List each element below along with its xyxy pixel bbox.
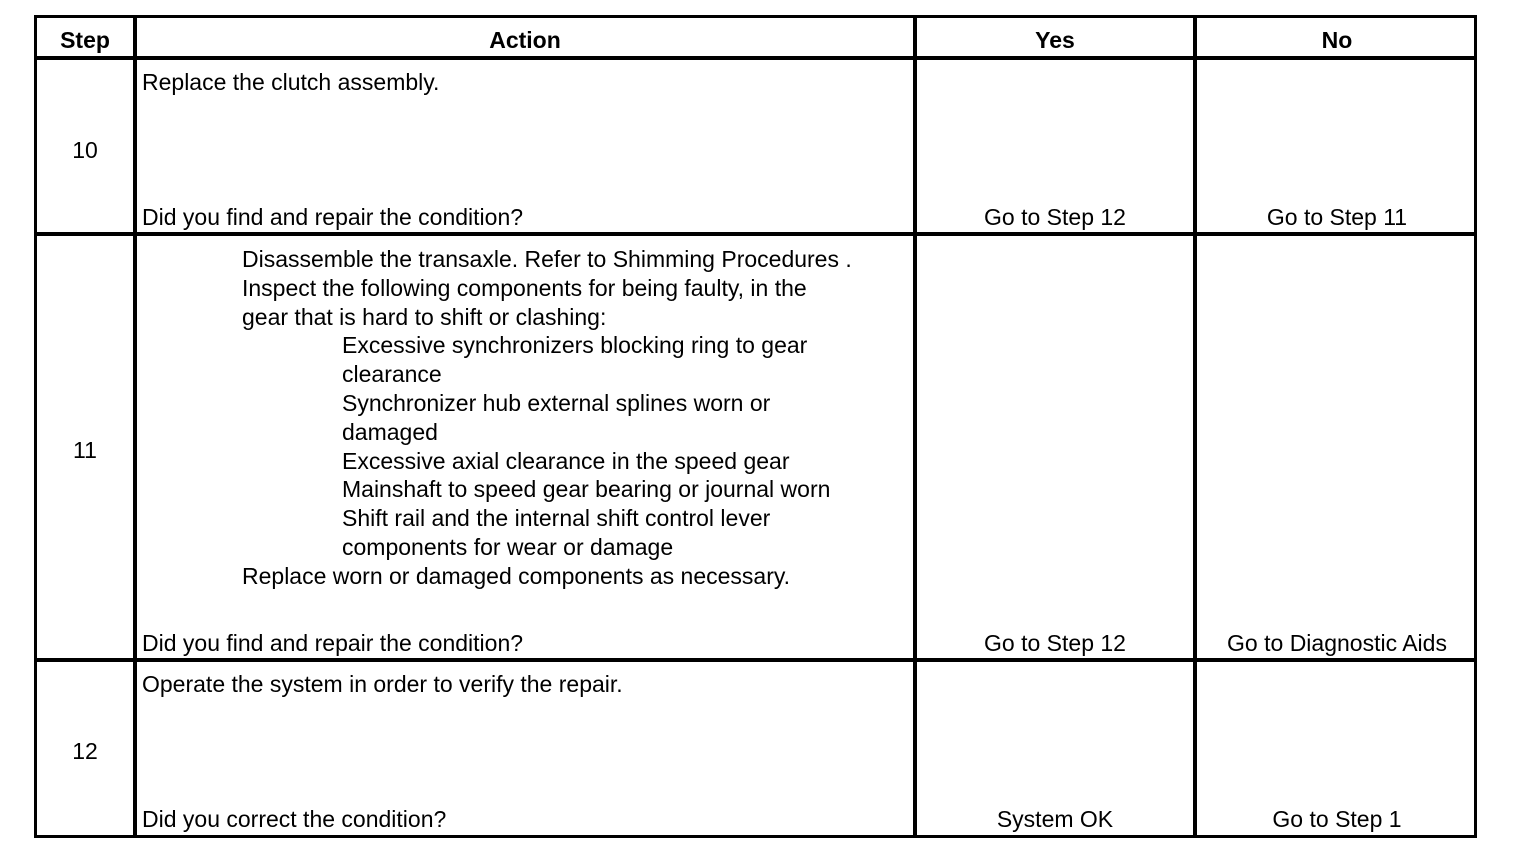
question-text: Did you find and repair the condition? (142, 204, 524, 230)
diagnostic-table (34, 15, 1477, 838)
row-divider (37, 658, 1474, 662)
action-text: Operate the system in order to verify the repair. (142, 671, 623, 697)
action-text: gear that is hard to shift or clashing: (242, 303, 607, 330)
header-action: Action (489, 27, 561, 53)
list-item: Synchronizer hub external splines worn or (342, 390, 771, 416)
step-number: 11 (73, 437, 97, 463)
column-divider (913, 18, 917, 835)
step-number: 10 (72, 137, 98, 163)
list-item: Excessive axial clearance in the speed gear (342, 447, 790, 474)
header-step: Step (60, 27, 110, 53)
no-result: Go to Step 11 (1266, 204, 1408, 230)
action-text: Replace worn or damaged components as necessary. (242, 562, 791, 589)
list-item: Shift rail and the internal shift control lever (342, 505, 771, 532)
no-result: Go to Diagnostic Aids (1227, 630, 1447, 656)
list-item: components for wear or damage (342, 534, 674, 560)
action-text: Inspect the following components for being faulty, in the (242, 274, 807, 301)
list-item: Mainshaft to speed gear bearing or journal worn (342, 476, 831, 503)
list-item: clearance (342, 361, 442, 388)
header-yes: Yes (1035, 27, 1075, 53)
no-result: Go to Step 1 (1272, 806, 1402, 832)
header-no: No (1321, 27, 1353, 53)
action-text: Disassemble the transaxle. Refer to Shimming Procedures . (242, 246, 852, 272)
step-number: 12 (72, 738, 98, 764)
list-item: damaged (342, 418, 438, 445)
question-text: Did you correct the condition? (142, 806, 447, 832)
question-text: Did you find and repair the condition? (142, 630, 524, 656)
row-divider (37, 56, 1474, 60)
row-divider (37, 232, 1474, 236)
column-divider (1193, 18, 1197, 835)
yes-result: System OK (996, 806, 1114, 832)
column-divider (133, 18, 137, 835)
list-item: Excessive synchronizers blocking ring to gear (342, 332, 808, 359)
yes-result: Go to Step 12 (984, 630, 1126, 656)
yes-result: Go to Step 12 (984, 204, 1126, 230)
action-text: Replace the clutch assembly. (142, 69, 440, 95)
